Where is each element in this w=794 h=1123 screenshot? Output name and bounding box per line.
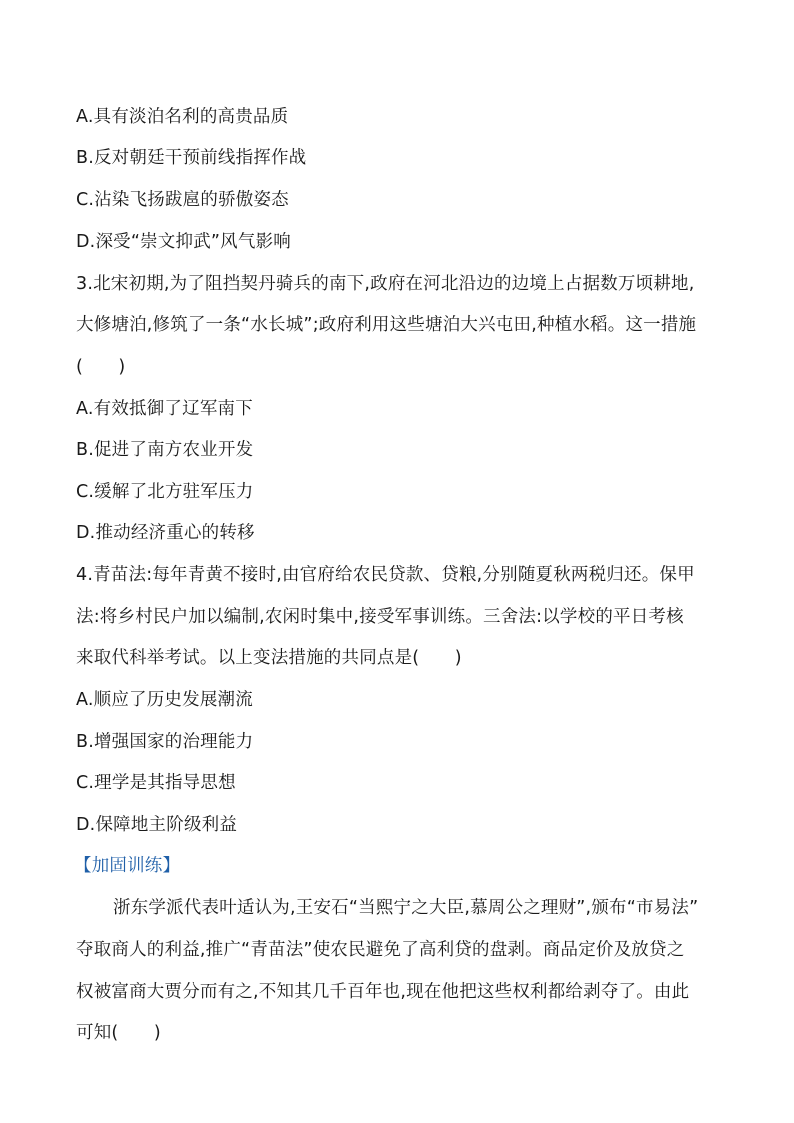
q4-stem-line-1: 4.青苗法:每年青黄不接时,由官府给农民贷款、贷粮,分别随夏秋两税归还。保甲 xyxy=(76,565,695,585)
q4-stem-line-3: 来取代科举考试。以上变法措施的共同点是( ) xyxy=(76,648,462,668)
q4-option-d: D.保障地主阶级利益 xyxy=(76,815,238,835)
q4-option-c: C.理学是其指导思想 xyxy=(76,773,236,793)
q5-stem-line-3: 权被富商大贾分而有之,不知其几千百年也,现在他把这些权利都给剥夺了。由此 xyxy=(76,982,690,1002)
q3-option-a: A.有效抵御了辽军南下 xyxy=(76,399,253,419)
q4-option-a: A.顺应了历史发展潮流 xyxy=(76,690,253,710)
q5-stem-line-4: 可知( ) xyxy=(76,1023,161,1043)
q2-option-c: C.沾染飞扬跋扈的骄傲姿态 xyxy=(76,190,289,210)
q5-stem-line-2: 夺取商人的利益,推广“青苗法”使农民避免了高利贷的盘剥。商品定价及放贷之 xyxy=(76,940,685,960)
q4-stem-line-2: 法:将乡村民户加以编制,农闲时集中,接受军事训练。三舍法:以学校的平日考核 xyxy=(76,607,684,627)
q2-option-b: B.反对朝廷干预前线指挥作战 xyxy=(76,148,307,168)
q3-option-d: D.推动经济重心的转移 xyxy=(76,523,255,543)
q3-option-c: C.缓解了北方驻军压力 xyxy=(76,482,254,502)
q3-answer-blank: ( ) xyxy=(76,357,126,377)
q4-option-b: B.增强国家的治理能力 xyxy=(76,732,254,752)
q5-stem-line-1: 浙东学派代表叶适认为,王安石“当熙宁之大臣,慕周公之理财”,颁布“市易法” xyxy=(113,898,699,918)
q3-option-b: B.促进了南方农业开发 xyxy=(76,440,254,460)
q2-option-a: A.具有淡泊名利的高贵品质 xyxy=(76,107,289,127)
q3-stem-line-2: 大修塘泊,修筑了一条“水长城”;政府利用这些塘泊大兴屯田,种植水稻。这一措施 xyxy=(76,315,697,335)
q3-stem-line-1: 3.北宋初期,为了阻挡契丹骑兵的南下,政府在河北沿边的边境上占据数万顷耕地, xyxy=(76,274,695,294)
section-title-reinforcement: 【加固训练】 xyxy=(74,856,181,876)
q2-option-d: D.深受“崇文抑武”风气影响 xyxy=(76,232,291,252)
